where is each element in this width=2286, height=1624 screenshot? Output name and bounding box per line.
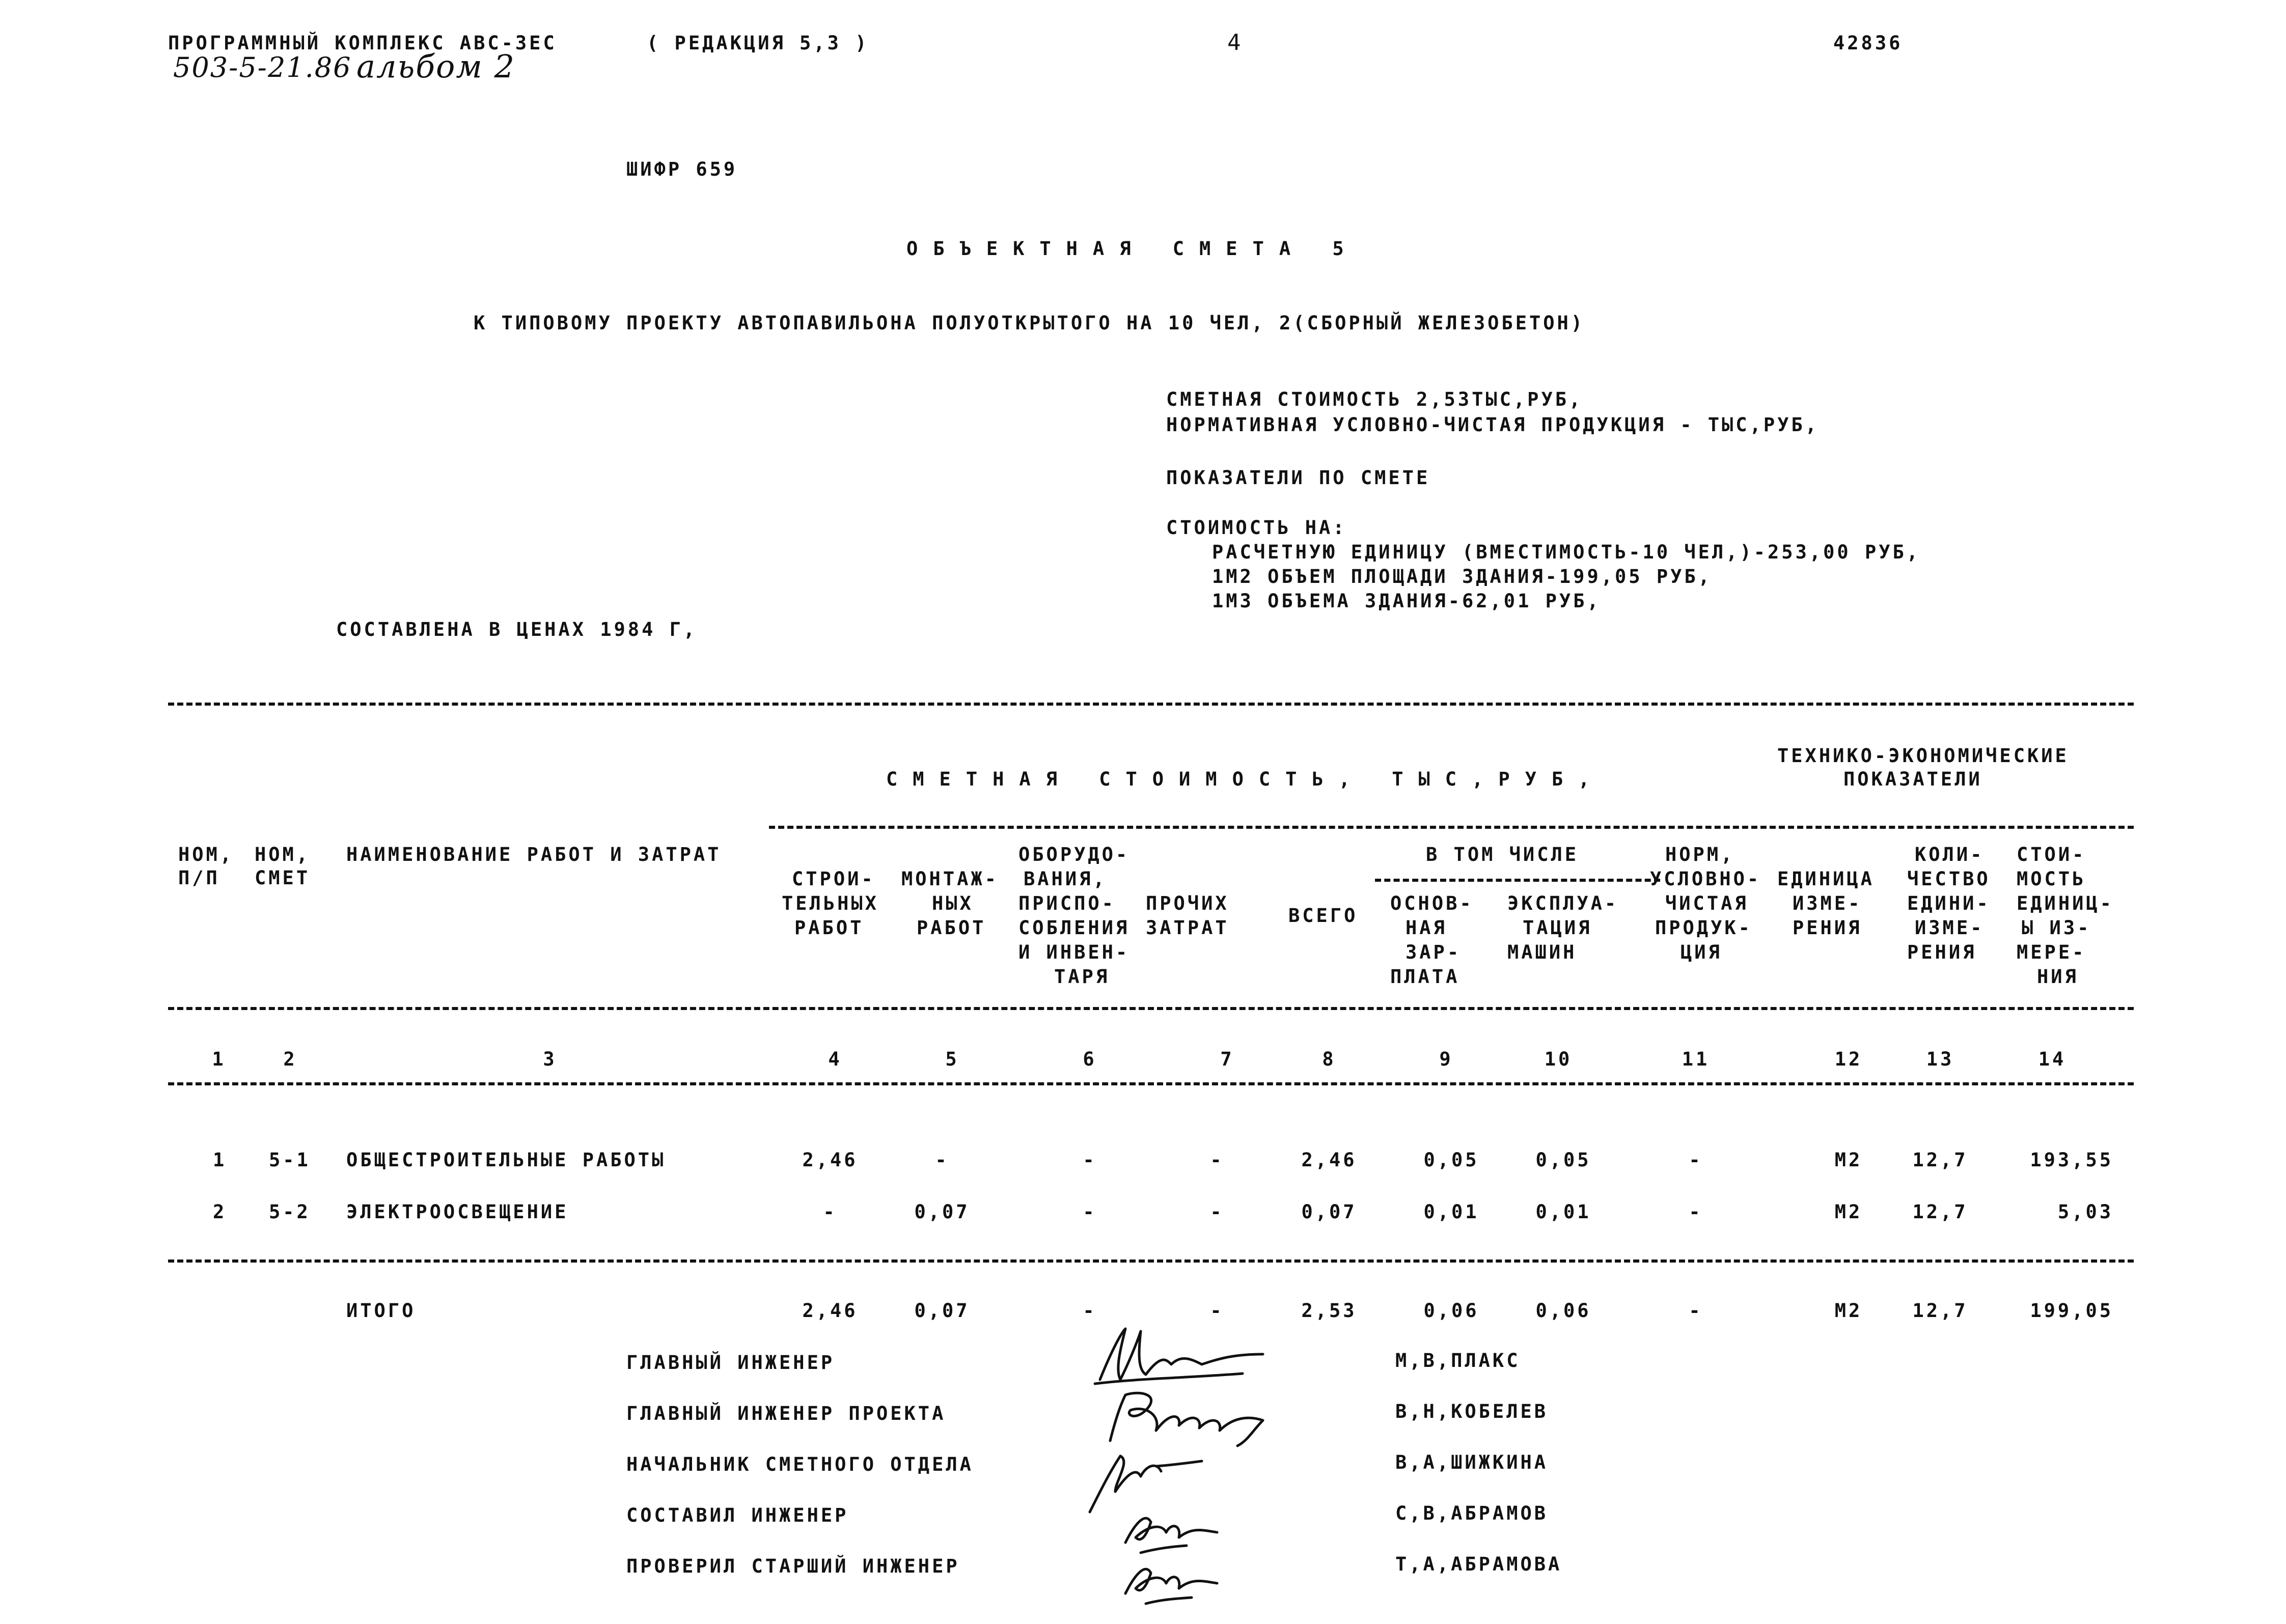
header-unit: РЕНИЯ (1793, 917, 1862, 939)
unit-cost-line: 1М2 ОБЪЕМ ПЛОЩАДИ ЗДАНИЯ-199,05 РУБ, (1212, 566, 1712, 587)
row2-unit: М2 (1834, 1201, 1863, 1223)
header-equipment: ОБОРУДО- (1018, 844, 1130, 865)
column-number: 7 (1220, 1048, 1234, 1070)
row2-name: ЭЛЕКТРООСВЕЩЕНИЕ (346, 1201, 569, 1223)
header-other: ЗАТРАТ (1146, 917, 1229, 939)
table-rule (168, 1259, 2134, 1263)
total-total: 2,53 (1301, 1300, 1357, 1322)
column-number: 14 (2038, 1048, 2067, 1070)
total-unit: М2 (1834, 1300, 1863, 1322)
document-title: ОБЪЕКТНАЯ СМЕТА 5 (906, 238, 1359, 260)
row2-other: - (1210, 1201, 1224, 1223)
row1-other: - (1210, 1149, 1224, 1171)
header-unit-cost: НИЯ (2037, 966, 2079, 988)
header-work-name: НАИМЕНОВАНИЕ РАБОТ И ЗАТРАТ (346, 844, 722, 865)
header-equipment: ТАРЯ (1054, 966, 1110, 988)
row2-quantity: 12,7 (1912, 1201, 1968, 1223)
normative-product: НОРМАТИВНАЯ УСЛОВНО-ЧИСТАЯ ПРОДУКЦИЯ - ТЫС,РУБ, (1166, 414, 1819, 436)
group-tech-econ: ТЕХНИКО-ЭКОНОМИЧЕСКИЕ (1777, 745, 2069, 767)
header-wages: ПЛАТА (1390, 966, 1460, 988)
header-construction: РАБОТ (794, 917, 864, 939)
header-normative: ЧИСТАЯ (1665, 892, 1749, 914)
unit-cost-line: 1М3 ОБЪЕМА ЗДАНИЯ-62,01 РУБ, (1212, 590, 1601, 612)
header-mounting: НЫХ (932, 892, 974, 914)
total-construction: 2,46 (802, 1300, 858, 1322)
header-mounting: МОНТАЖ- (901, 868, 999, 890)
header-equipment: ПРИСПО- (1018, 892, 1116, 914)
header-machines: ЭКСПЛУА- (1507, 892, 1619, 914)
header-construction: СТРОИ- (792, 868, 875, 890)
program-name: ПРОГРАММНЫЙ КОМПЛЕКС АВС-ЗЕС (168, 32, 557, 54)
column-number: 3 (543, 1048, 557, 1070)
row1-unit: М2 (1834, 1149, 1863, 1171)
header-equipment: И ИНВЕН- (1018, 941, 1130, 963)
table-rule (1375, 879, 1660, 882)
header-unit-cost: Ы ИЗ- (2022, 917, 2091, 939)
total-normative: - (1689, 1300, 1703, 1322)
row2-unit-cost: 5,03 (2057, 1201, 2113, 1223)
row2-wages: 0,01 (1423, 1201, 1479, 1223)
header-wages: ОСНОВ- (1390, 892, 1474, 914)
header-unit-cost: МЕРЕ- (2017, 941, 2086, 963)
header-unit-cost: СТОИ- (2017, 844, 2086, 865)
header-construction: ТЕЛЬНЫХ (782, 892, 879, 914)
page-number: 4 (1227, 30, 1244, 55)
header-mounting: РАБОТ (917, 917, 986, 939)
signature-role: ПРОВЕРИЛ СТАРШИЙ ИНЖЕНЕР (626, 1555, 960, 1577)
column-number: 2 (283, 1048, 297, 1070)
row2-normative: - (1689, 1201, 1703, 1223)
signature-role: ГЛАВНЫЙ ИНЖЕНЕР ПРОЕКТА (626, 1403, 946, 1424)
header-num: НОМ, (178, 844, 234, 865)
doc-number: 42836 (1833, 32, 1903, 54)
row1-estimate: 5-1 (269, 1149, 311, 1171)
row1-wages: 0,05 (1423, 1149, 1479, 1171)
row2-equipment: - (1083, 1201, 1097, 1223)
signature-role: ГЛАВНЫЙ ИНЖЕНЕР (626, 1352, 835, 1374)
table-rule (769, 826, 2134, 829)
handwritten-code: 503-5-21.86 (173, 51, 352, 83)
row2-mounting: 0,07 (914, 1201, 970, 1223)
header-estimate: НОМ, (255, 844, 311, 865)
row1-normative: - (1689, 1149, 1703, 1171)
signature-role: СОСТАВИЛ ИНЖЕНЕР (626, 1504, 849, 1526)
total-other: - (1210, 1300, 1224, 1322)
indicators-title: ПОКАЗАТЕЛИ ПО СМЕТЕ (1166, 467, 1430, 489)
header-other: ПРОЧИХ (1146, 892, 1229, 914)
row1-construction: 2,46 (802, 1149, 858, 1171)
row1-machines: 0,05 (1535, 1149, 1591, 1171)
total-quantity: 12,7 (1912, 1300, 1968, 1322)
signature-name: М,В,ПЛАКС (1395, 1350, 1521, 1371)
signature-name: Т,А,АБРАМОВА (1395, 1553, 1562, 1575)
header-quantity: ЕДИНИ- (1907, 892, 1991, 914)
header-equipment: СОБЛЕНИЯ (1018, 917, 1130, 939)
total-equipment: - (1083, 1300, 1097, 1322)
signature-mark (1095, 1385, 1288, 1451)
header-unit-cost: МОСТЬ (2017, 868, 2086, 890)
header-estimate: СМЕТ (255, 867, 311, 889)
header-quantity: КОЛИ- (1915, 844, 1985, 865)
total-wages: 0,06 (1423, 1300, 1479, 1322)
column-number: 11 (1682, 1048, 1710, 1070)
header-normative: УСЛОВНО- (1650, 868, 1761, 890)
header-quantity: ИЗМЕ- (1915, 917, 1985, 939)
header-unit: ЕДИНИЦА (1777, 868, 1875, 890)
header-normative: НОРМ, (1665, 844, 1735, 865)
prices-note: СОСТАВЛЕНА В ЦЕНАХ 1984 Г, (336, 619, 698, 640)
handwritten-album: альбом 2 (356, 48, 515, 85)
row1-quantity: 12,7 (1912, 1149, 1968, 1171)
column-number: 6 (1083, 1048, 1097, 1070)
group-estimated-cost: СМЕТНАЯ СТОИМОСТЬ, ТЫС,РУБ, (886, 768, 1605, 790)
signature-role: НАЧАЛЬНИК СМЕТНОГО ОТДЕЛА (626, 1453, 974, 1475)
table-rule (168, 703, 2134, 706)
signature-name: В,Н,КОБЕЛЕВ (1395, 1401, 1549, 1422)
row1-equipment: - (1083, 1149, 1097, 1171)
row2-machines: 0,01 (1535, 1201, 1591, 1223)
header-quantity: ЧЕСТВО (1907, 868, 1991, 890)
table-rule (168, 1082, 2134, 1085)
row1-name: ОБЩЕСТРОИТЕЛЬНЫЕ РАБОТЫ (346, 1149, 666, 1171)
signature-name: С,В,АБРАМОВ (1395, 1502, 1549, 1524)
row1-total: 2,46 (1301, 1149, 1357, 1171)
header-normative: ЦИЯ (1681, 941, 1722, 963)
column-number: 5 (945, 1048, 959, 1070)
signature-name: В,А,ШИЖКИНА (1395, 1451, 1549, 1473)
row2-total: 0,07 (1301, 1201, 1357, 1223)
document-subtitle: К ТИПОВОМУ ПРОЕКТУ АВТОПАВИЛЬОНА ПОЛУОТКРЫТОГО НА 10 ЧЕЛ, 2(СБОРНЫЙ ЖЕЛЕЗОБЕТОН) (474, 312, 1585, 334)
table-rule (168, 1007, 2134, 1010)
column-number: 10 (1544, 1048, 1573, 1070)
unit-cost-title: СТОИМОСТЬ НА: (1166, 517, 1347, 539)
signature-mark (1110, 1553, 1227, 1609)
header-quantity: РЕНИЯ (1907, 941, 1977, 963)
row2-construction: - (823, 1201, 837, 1223)
header-equipment: ВАНИЯ, (1024, 868, 1107, 890)
header-total: ВСЕГО (1288, 905, 1358, 927)
estimated-cost: СМЕТНАЯ СТОИМОСТЬ 2,53ТЫС,РУБ, (1166, 388, 1583, 410)
row2-num: 2 (213, 1201, 227, 1223)
row1-mounting: - (935, 1149, 949, 1171)
header-unit-cost: ЕДИНИЦ- (2017, 892, 2114, 914)
total-label: ИТОГО (346, 1300, 416, 1322)
unit-cost-line: РАСЧЕТНУЮ ЕДИНИЦУ (ВМЕСТИМОСТЬ-10 ЧЕЛ,)-253,00 РУБ, (1212, 541, 1921, 563)
signature-mark (1090, 1324, 1273, 1390)
header-machines: МАШИН (1507, 941, 1577, 963)
column-number: 4 (828, 1048, 842, 1070)
total-unit-cost: 199,05 (2030, 1300, 2113, 1322)
column-number: 9 (1439, 1048, 1453, 1070)
header-machines: ТАЦИЯ (1523, 917, 1592, 939)
form-code: ШИФР 659 (626, 158, 738, 180)
header-num: П/П (178, 867, 220, 889)
total-machines: 0,06 (1535, 1300, 1591, 1322)
header-wages: НАЯ (1406, 917, 1447, 939)
column-number: 12 (1834, 1048, 1863, 1070)
header-normative: ПРОДУК- (1655, 917, 1752, 939)
signature-mark (1110, 1502, 1227, 1558)
column-number: 1 (212, 1048, 226, 1070)
row2-estimate: 5-2 (269, 1201, 311, 1223)
row1-num: 1 (213, 1149, 227, 1171)
in-that-number: В ТОМ ЧИСЛЕ (1426, 844, 1579, 865)
total-mounting: 0,07 (914, 1300, 970, 1322)
header-wages: ЗАР- (1406, 941, 1462, 963)
column-number: 8 (1322, 1048, 1336, 1070)
edition: ( РЕДАКЦИЯ 5,3 ) (647, 32, 869, 54)
column-number: 13 (1926, 1048, 1954, 1070)
group-tech-econ: ПОКАЗАТЕЛИ (1843, 768, 1982, 790)
header-unit: ИЗМЕ- (1793, 892, 1862, 914)
row1-unit-cost: 193,55 (2030, 1149, 2113, 1171)
